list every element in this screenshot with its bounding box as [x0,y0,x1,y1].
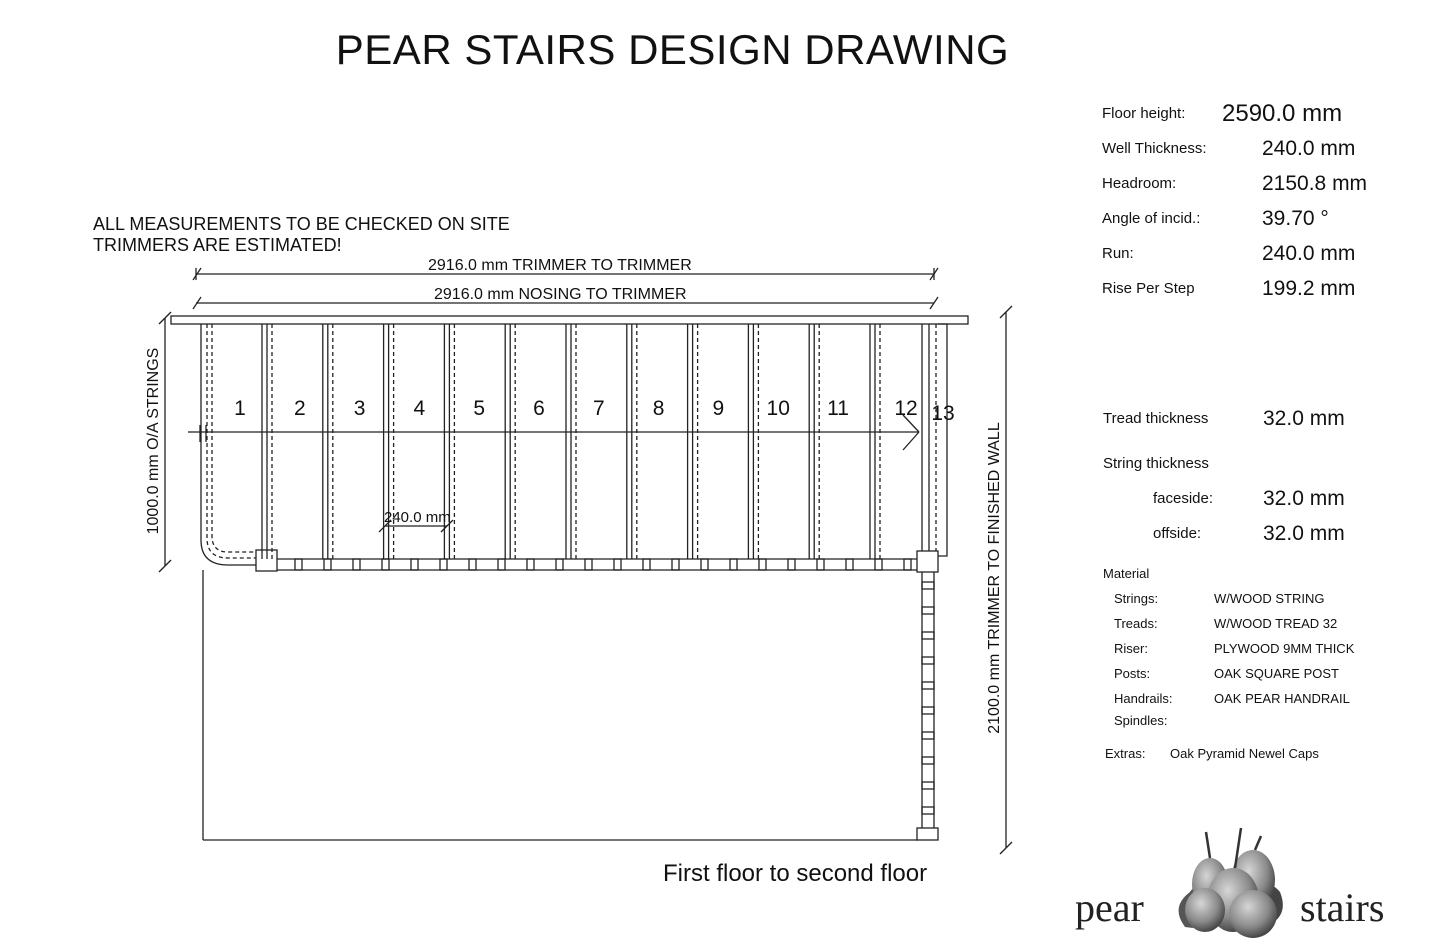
spindle [730,559,737,570]
material-heading: Material [1103,566,1150,581]
page-title: PEAR STAIRS DESIGN DRAWING [335,26,1010,73]
spindle [922,807,934,814]
spindle [643,559,650,570]
spindle [614,559,621,570]
spindle [672,559,679,570]
walking-arrow-bottom [903,432,919,450]
spindle [469,559,476,570]
spindle [353,559,360,570]
material-value-handrails: OAK PEAR HANDRAIL [1214,691,1350,706]
dim-label-nosing: 2916.0 mm NOSING TO TRIMMER [434,286,687,303]
spindle [922,657,934,664]
step-number-13: 13 [931,402,955,425]
note-check-site: ALL MEASUREMENTS TO BE CHECKED ON SITE [93,214,510,234]
spec-label-string-thickness: String thickness [1103,455,1209,472]
spec-label-offside: offside: [1153,525,1202,542]
left-string [201,324,257,565]
step-number-7: 7 [592,397,605,420]
spindle [788,559,795,570]
step-numbers [234,397,955,425]
spec-label-run: Run: [1102,245,1134,262]
spec-value-offside: 32.0 mm [1263,522,1345,545]
step-number-3: 3 [353,397,366,420]
spindle [922,582,934,589]
spec-value-well-thickness: 240.0 mm [1262,137,1356,160]
dim-label-wall: 2100.0 mm TRIMMER TO FINISHED WALL [986,422,1003,734]
top-trimmer [171,316,968,324]
material-label-spindles: Spindles: [1114,713,1168,728]
spec-label-angle: Angle of incid.: [1102,210,1201,227]
right-spindles [922,582,934,814]
spindle [817,559,824,570]
step-number-12: 12 [894,397,918,420]
spindle [922,782,934,789]
material-value-riser: PLYWOOD 9MM THICK [1214,641,1355,656]
spindle [759,559,766,570]
dim-label-run: 240.0 mm [384,509,451,526]
step-number-10: 10 [766,397,790,420]
spec-label-headroom: Headroom: [1102,175,1177,192]
material-value-posts: OAK SQUARE POST [1214,666,1339,681]
step-13-outline [938,324,947,556]
material-label-riser: Riser: [1114,641,1148,656]
spindle [922,732,934,739]
left-string-inner [207,324,257,558]
spindle [922,682,934,689]
spindle [324,559,331,570]
spindle [585,559,592,570]
material-value-strings: W/WOOD STRING [1214,591,1325,606]
spec-value-faceside: 32.0 mm [1263,487,1345,510]
spindle [922,757,934,764]
spindle [411,559,418,570]
drawing-caption: First floor to second floor [663,860,928,887]
step-number-5: 5 [473,397,486,420]
spindle [904,559,911,570]
extras-label: Extras: [1105,746,1146,761]
riser-lines [262,324,880,559]
logo-word-stairs: stairs [1300,885,1385,930]
step-number-8: 8 [652,397,665,420]
step-number-9: 9 [712,397,725,420]
spindle [922,607,934,614]
spec-label-floor-height: Floor height: [1102,105,1186,122]
spec-value-floor-height: 2590.0 mm [1222,100,1343,127]
spindle [846,559,853,570]
spec-value-rise: 199.2 mm [1262,277,1356,300]
step-number-1: 1 [234,397,246,420]
material-value-treads: W/WOOD TREAD 32 [1214,616,1338,631]
spindle [295,559,302,570]
material-label-posts: Posts: [1114,666,1151,681]
note-trimmers-estimated: TRIMMERS ARE ESTIMATED! [93,235,342,255]
spindle [922,632,934,639]
step-number-11: 11 [827,397,849,420]
spec-label-faceside: faceside: [1153,490,1214,507]
spindle [440,559,447,570]
spec-label-rise: Rise Per Step [1102,280,1195,297]
spec-label-well-thickness: Well Thickness: [1102,140,1207,157]
spindle [527,559,534,570]
step-number-4: 4 [413,397,426,420]
spec-value-headroom: 2150.8 mm [1262,172,1368,195]
spec-value-angle: 39.70 ° [1262,207,1329,230]
logo-word-pear: pear [1075,885,1144,930]
spindle [382,559,389,570]
newel-post-bottom [917,828,938,840]
spindle [875,559,882,570]
extras-value: Oak Pyramid Newel Caps [1170,746,1319,761]
spindle [701,559,708,570]
step-number-6: 6 [533,397,545,420]
bottom-spindles [295,559,911,570]
left-string-dashed [212,324,257,552]
spindle [498,559,505,570]
spec-value-tread-thickness: 32.0 mm [1263,407,1345,430]
pear-stairs-logo [1075,822,1395,942]
spec-label-tread-thickness: Tread thickness [1103,410,1209,427]
spindle [556,559,563,570]
spec-value-run: 240.0 mm [1262,242,1356,265]
newel-post-right [917,551,938,572]
material-label-strings: Strings: [1114,591,1159,606]
dim-label-trimmer: 2916.0 mm TRIMMER TO TRIMMER [428,257,692,274]
dim-label-oa: 1000.0 mm O/A STRINGS [145,347,162,535]
material-label-handrails: Handrails: [1114,691,1173,706]
step-number-2: 2 [293,397,306,420]
material-label-treads: Treads: [1114,616,1158,631]
spindle [922,707,934,714]
